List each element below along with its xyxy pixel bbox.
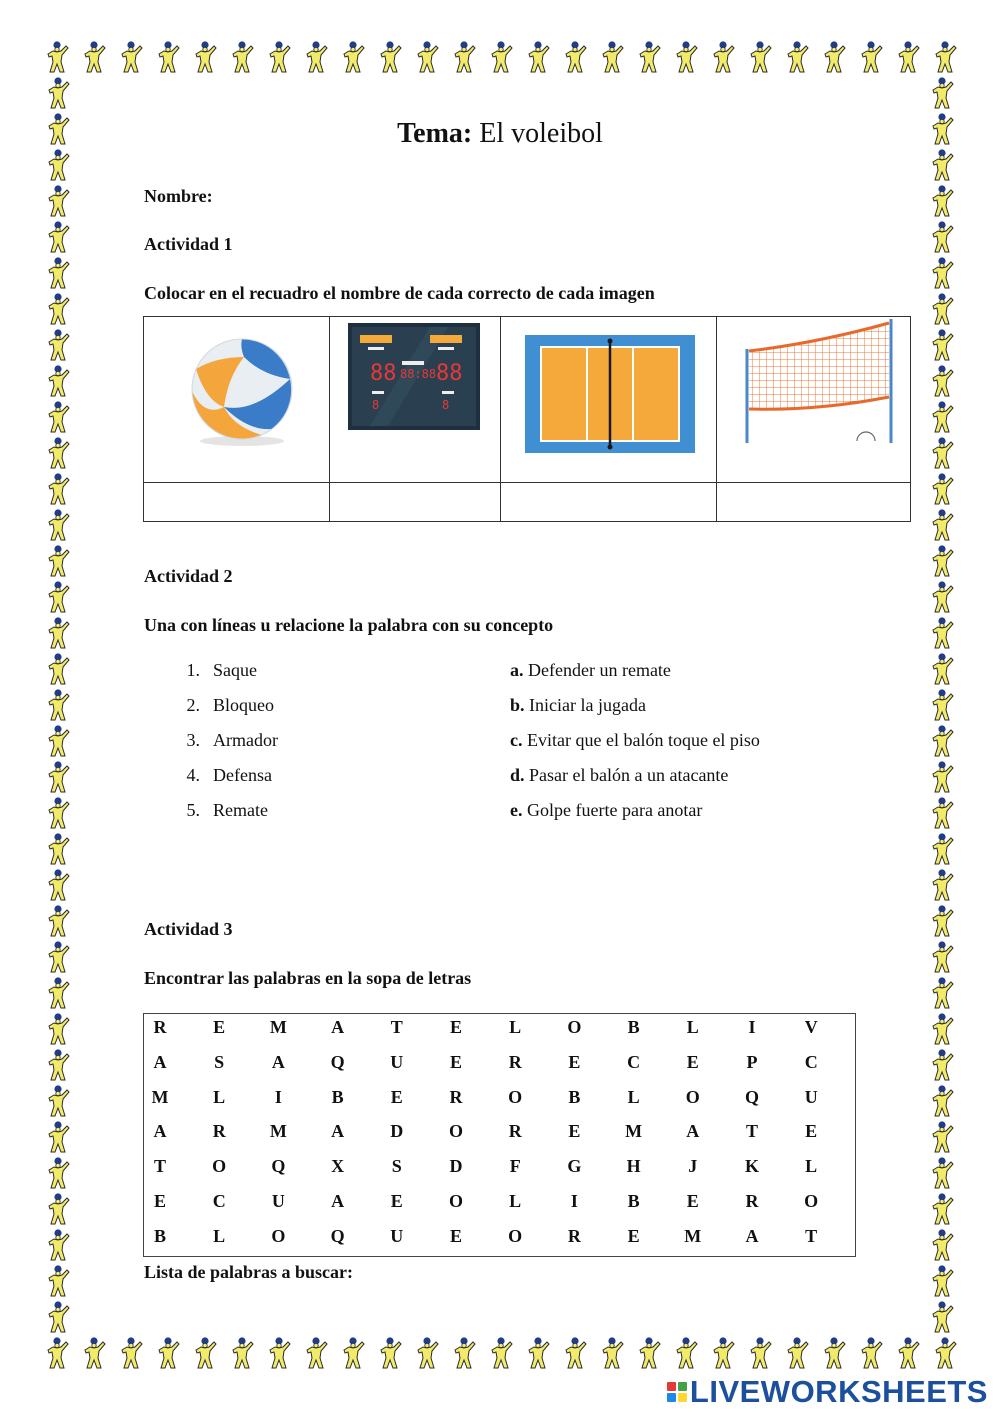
border-figure-icon xyxy=(44,1336,70,1370)
definition-letter: e. xyxy=(510,800,523,820)
border-figure-icon xyxy=(929,76,955,110)
border-figure-icon xyxy=(45,868,71,902)
border-figure-icon xyxy=(929,616,955,650)
grid-letter[interactable]: O xyxy=(271,1225,286,1246)
volleyball-court-image xyxy=(501,317,716,477)
border-figure-icon xyxy=(45,184,71,218)
answer-box-1[interactable] xyxy=(144,483,330,522)
border-figure-icon xyxy=(45,364,71,398)
border-figure-icon xyxy=(45,976,71,1010)
grid-letter[interactable]: U xyxy=(390,1225,404,1246)
item-word: Bloqueo xyxy=(213,695,274,715)
grid-letter[interactable]: B xyxy=(153,1225,166,1246)
border-figure-icon xyxy=(81,1336,107,1370)
grid-letter[interactable]: S xyxy=(214,1051,225,1072)
item-word: Saque xyxy=(213,660,257,680)
border-figure-icon xyxy=(155,1336,181,1370)
border-figure-icon xyxy=(929,724,955,758)
grid-letter[interactable]: B xyxy=(627,1191,640,1211)
border-figure-icon xyxy=(45,220,71,254)
border-figure-icon xyxy=(821,1336,847,1370)
border-figure-icon xyxy=(929,652,955,686)
grid-letter[interactable]: O xyxy=(212,1156,227,1177)
grid-letter[interactable]: L xyxy=(213,1225,226,1246)
grid-letter[interactable]: B xyxy=(627,1017,640,1037)
grid-letter[interactable]: U xyxy=(390,1051,404,1072)
border-figure-icon xyxy=(784,40,810,74)
grid-letter[interactable]: C xyxy=(804,1051,818,1072)
actividad1-instruction: Colocar en el recuadro el nombre de cada correcto de cada imagen xyxy=(144,283,655,303)
grid-letter[interactable]: B xyxy=(331,1086,344,1107)
grid-letter[interactable]: O xyxy=(448,1121,463,1142)
item-word: Defensa xyxy=(213,765,272,785)
border-figure-icon xyxy=(45,1300,71,1334)
border-figure-icon xyxy=(45,1192,71,1226)
grid-letter[interactable]: O xyxy=(804,1191,819,1211)
grid-letter[interactable]: T xyxy=(745,1121,758,1142)
border-figure-icon xyxy=(929,1120,955,1154)
border-figure-icon xyxy=(340,40,366,74)
border-figure-icon xyxy=(895,1336,921,1370)
border-figure-icon xyxy=(929,940,955,974)
grid-letter[interactable]: E xyxy=(627,1225,640,1246)
border-figure-icon xyxy=(81,40,107,74)
actividad2-instruction: Una con líneas u relacione la palabra con su concepto xyxy=(144,615,554,635)
border-figure-icon xyxy=(929,1300,955,1334)
border-figure-icon xyxy=(45,1012,71,1046)
grid-letter[interactable]: H xyxy=(626,1156,641,1177)
grid-letter[interactable]: R xyxy=(508,1051,522,1072)
grid-letter[interactable]: R xyxy=(745,1191,759,1211)
grid-letter[interactable]: A xyxy=(331,1017,345,1037)
border-figure-icon xyxy=(45,616,71,650)
border-figure-icon xyxy=(932,40,958,74)
border-figure-icon xyxy=(929,1264,955,1298)
image-answer-table xyxy=(143,316,911,522)
item-definition xyxy=(510,800,702,821)
border-figure-icon xyxy=(45,544,71,578)
grid-letter[interactable]: U xyxy=(804,1086,818,1107)
word-list-label: Lista de palabras a buscar: xyxy=(144,1262,354,1282)
svg-text:88:88: 88:88 xyxy=(400,367,437,381)
border-figure-icon xyxy=(45,580,71,614)
border-figure-icon xyxy=(45,1120,71,1154)
border-figure-icon xyxy=(747,1336,773,1370)
item-number: 2. xyxy=(186,695,200,715)
border-figure-icon xyxy=(451,1336,477,1370)
border-figure-icon xyxy=(929,976,955,1010)
definition-letter: c. xyxy=(510,730,523,750)
grid-letter[interactable]: T xyxy=(805,1225,818,1246)
border-figure-icon xyxy=(636,1336,662,1370)
border-figure-icon xyxy=(929,1192,955,1226)
actividad2-heading: Actividad 2 xyxy=(144,566,233,586)
border-figure-icon xyxy=(45,400,71,434)
border-figure-icon xyxy=(229,1336,255,1370)
page-title xyxy=(0,118,1000,150)
item-number: 4. xyxy=(186,765,200,785)
border-figure-icon xyxy=(45,724,71,758)
grid-letter[interactable]: A xyxy=(686,1121,700,1142)
border-figure-icon xyxy=(340,1336,366,1370)
border-figure-icon xyxy=(45,796,71,830)
border-figure-icon xyxy=(929,580,955,614)
border-figure-icon xyxy=(821,40,847,74)
definition-text: Pasar el balón a un atacante xyxy=(524,765,729,785)
grid-letter[interactable]: A xyxy=(153,1121,167,1142)
border-figure-icon xyxy=(45,1156,71,1190)
matching-list xyxy=(180,660,880,835)
border-figure-icon xyxy=(929,508,955,542)
border-figure-icon xyxy=(414,40,440,74)
border-figure-icon xyxy=(929,328,955,362)
border-figure-icon xyxy=(929,904,955,938)
grid-letter[interactable]: A xyxy=(745,1225,759,1246)
border-figure-icon xyxy=(929,1084,955,1118)
border-figure-icon xyxy=(929,148,955,182)
border-figure-icon xyxy=(562,1336,588,1370)
grid-letter[interactable]: T xyxy=(390,1017,403,1037)
item-word: Armador xyxy=(213,730,278,750)
grid-letter[interactable]: F xyxy=(509,1156,521,1177)
border-figure-icon xyxy=(266,40,292,74)
grid-letter[interactable]: J xyxy=(688,1156,698,1177)
border-figure-icon xyxy=(525,1336,551,1370)
grid-letter[interactable]: D xyxy=(390,1121,404,1142)
grid-letter[interactable]: T xyxy=(153,1156,166,1177)
definition-text: Defender un remate xyxy=(523,660,671,680)
grid-letter[interactable]: M xyxy=(625,1121,643,1142)
border-figure-icon xyxy=(44,40,70,74)
border-figure-icon xyxy=(377,1336,403,1370)
grid-letter[interactable]: E xyxy=(390,1191,403,1211)
grid-letter[interactable]: L xyxy=(509,1017,522,1037)
border-figure-icon xyxy=(45,1084,71,1118)
border-figure-icon xyxy=(229,40,255,74)
grid-letter[interactable]: R xyxy=(508,1121,522,1142)
border-figure-icon xyxy=(45,688,71,722)
grid-letter[interactable]: Q xyxy=(330,1225,345,1246)
definition-text: Evitar que el balón toque el piso xyxy=(522,730,760,750)
border-figure-icon xyxy=(858,1336,884,1370)
grid-letter[interactable]: K xyxy=(744,1156,759,1177)
item-number: 3. xyxy=(186,730,200,750)
border-figure-icon xyxy=(929,436,955,470)
page-border-right xyxy=(928,76,956,1336)
item-definition xyxy=(510,660,671,681)
grid-letter[interactable]: O xyxy=(567,1017,582,1037)
border-figure-icon xyxy=(45,652,71,686)
svg-text:88: 88 xyxy=(370,361,397,386)
list-item[interactable] xyxy=(180,800,880,835)
grid-letter[interactable]: A xyxy=(271,1051,285,1072)
grid-letter[interactable]: E xyxy=(153,1191,166,1211)
grid-letter[interactable]: C xyxy=(212,1191,226,1211)
grid-letter[interactable]: O xyxy=(448,1191,463,1211)
page-border-bottom xyxy=(44,1336,958,1372)
border-figure-icon xyxy=(45,508,71,542)
border-figure-icon xyxy=(929,1228,955,1262)
border-figure-icon xyxy=(45,904,71,938)
border-figure-icon xyxy=(929,1156,955,1190)
border-figure-icon xyxy=(45,76,71,110)
definition-letter: d. xyxy=(510,765,525,785)
grid-letter[interactable]: R xyxy=(567,1225,581,1246)
grid-letter[interactable]: S xyxy=(391,1156,402,1177)
grid-letter[interactable]: M xyxy=(151,1086,169,1107)
border-figure-icon xyxy=(45,1264,71,1298)
volleyball-ball-image xyxy=(144,317,329,477)
definition-letter: b. xyxy=(510,695,525,715)
border-figure-icon xyxy=(118,1336,144,1370)
border-figure-icon xyxy=(747,40,773,74)
item-number: 5. xyxy=(186,800,200,820)
border-figure-icon xyxy=(45,328,71,362)
scoreboard-image xyxy=(330,317,500,477)
grid-letter[interactable]: E xyxy=(568,1121,581,1142)
border-figure-icon xyxy=(45,832,71,866)
actividad3-instruction: Encontrar las palabras en la sopa de letras xyxy=(144,968,472,988)
border-figure-icon xyxy=(45,760,71,794)
border-figure-icon xyxy=(673,40,699,74)
border-figure-icon xyxy=(929,292,955,326)
border-figure-icon xyxy=(929,688,955,722)
grid-letter[interactable]: E xyxy=(805,1121,818,1142)
grid-letter[interactable]: M xyxy=(269,1017,287,1037)
svg-text:8: 8 xyxy=(372,398,380,412)
border-figure-icon xyxy=(192,40,218,74)
border-figure-icon xyxy=(929,184,955,218)
border-figure-icon xyxy=(414,1336,440,1370)
page-border-top xyxy=(44,40,958,76)
border-figure-icon xyxy=(303,1336,329,1370)
border-figure-icon xyxy=(929,364,955,398)
logo-icon xyxy=(667,1382,687,1402)
answer-box-2[interactable] xyxy=(330,483,501,522)
item-definition xyxy=(510,695,646,716)
grid-letter[interactable]: O xyxy=(508,1086,523,1107)
grid-letter[interactable]: B xyxy=(568,1086,581,1107)
border-figure-icon xyxy=(929,256,955,290)
grid-letter[interactable]: A xyxy=(153,1051,167,1072)
list-item[interactable] xyxy=(180,695,880,730)
grid-letter[interactable]: I xyxy=(570,1191,578,1211)
border-figure-icon xyxy=(599,1336,625,1370)
border-figure-icon xyxy=(929,400,955,434)
border-figure-icon xyxy=(303,40,329,74)
border-figure-icon xyxy=(710,40,736,74)
border-figure-icon xyxy=(118,40,144,74)
border-figure-icon xyxy=(192,1336,218,1370)
grid-letter[interactable]: L xyxy=(213,1086,226,1107)
border-figure-icon xyxy=(929,220,955,254)
logo-text: LIVEWORKSHEETS xyxy=(689,1374,988,1409)
border-figure-icon xyxy=(266,1336,292,1370)
border-figure-icon xyxy=(932,1336,958,1370)
item-word: Remate xyxy=(213,800,268,820)
title-rest: El voleibol xyxy=(472,118,603,149)
grid-letter[interactable]: C xyxy=(627,1051,641,1072)
grid-letter[interactable]: R xyxy=(212,1121,226,1142)
border-figure-icon xyxy=(895,40,921,74)
border-figure-icon xyxy=(599,40,625,74)
border-figure-icon xyxy=(562,40,588,74)
grid-letter[interactable]: L xyxy=(686,1017,699,1037)
border-figure-icon xyxy=(45,1228,71,1262)
grid-letter[interactable]: R xyxy=(153,1017,167,1037)
grid-letter[interactable]: U xyxy=(271,1191,285,1211)
svg-text:8: 8 xyxy=(442,398,450,412)
grid-letter[interactable]: E xyxy=(568,1051,581,1072)
liveworksheets-logo[interactable] xyxy=(667,1374,988,1410)
border-figure-icon xyxy=(710,1336,736,1370)
border-figure-icon xyxy=(929,1048,955,1082)
border-figure-icon xyxy=(929,760,955,794)
grid-letter[interactable]: E xyxy=(686,1051,699,1072)
svg-text:88: 88 xyxy=(436,361,463,386)
border-figure-icon xyxy=(155,40,181,74)
definition-letter: a. xyxy=(510,660,524,680)
border-figure-icon xyxy=(45,292,71,326)
image-cell-net xyxy=(717,317,911,483)
actividad1-heading: Actividad 1 xyxy=(144,234,233,254)
border-figure-icon xyxy=(929,868,955,902)
border-figure-icon xyxy=(488,1336,514,1370)
grid-letter[interactable]: P xyxy=(746,1051,758,1072)
grid-letter[interactable]: E xyxy=(686,1191,699,1211)
border-figure-icon xyxy=(929,1012,955,1046)
grid-letter[interactable]: R xyxy=(449,1086,463,1107)
grid-letter[interactable]: E xyxy=(390,1086,403,1107)
border-figure-icon xyxy=(45,1048,71,1082)
border-figure-icon xyxy=(45,940,71,974)
answer-box-3[interactable] xyxy=(501,483,717,522)
grid-letter[interactable]: M xyxy=(269,1121,287,1142)
item-number: 1. xyxy=(186,660,200,680)
grid-letter[interactable]: G xyxy=(567,1156,582,1177)
grid-letter[interactable]: I xyxy=(748,1017,756,1037)
border-figure-icon xyxy=(45,436,71,470)
answer-box-4[interactable] xyxy=(717,483,911,522)
border-figure-icon xyxy=(377,40,403,74)
list-item[interactable] xyxy=(180,660,880,695)
border-figure-icon xyxy=(673,1336,699,1370)
definition-text: Golpe fuerte para anotar xyxy=(522,800,703,820)
word-search-grid xyxy=(143,1013,856,1257)
border-figure-icon xyxy=(488,40,514,74)
actividad3-heading: Actividad 3 xyxy=(144,919,233,939)
volleyball-net-image xyxy=(717,317,910,477)
nombre-label: Nombre: xyxy=(144,186,213,206)
grid-letter[interactable]: Q xyxy=(330,1051,345,1072)
grid-letter[interactable]: O xyxy=(508,1225,523,1246)
border-figure-icon xyxy=(45,472,71,506)
border-figure-icon xyxy=(929,472,955,506)
border-figure-icon xyxy=(525,40,551,74)
border-figure-icon xyxy=(858,40,884,74)
grid-letter[interactable]: E xyxy=(213,1017,226,1037)
grid-letter[interactable]: M xyxy=(684,1225,702,1246)
grid-letter[interactable]: L xyxy=(509,1191,522,1211)
grid-letter[interactable]: O xyxy=(685,1086,700,1107)
grid-letter[interactable]: L xyxy=(627,1086,640,1107)
border-figure-icon xyxy=(929,796,955,830)
grid-letter[interactable]: E xyxy=(449,1225,462,1246)
title-bold: Tema: xyxy=(397,118,473,149)
grid-letter[interactable]: V xyxy=(804,1017,818,1037)
page-border-left xyxy=(44,76,72,1336)
grid-letter[interactable]: D xyxy=(449,1156,463,1177)
grid-letter[interactable]: E xyxy=(449,1017,462,1037)
grid-letter[interactable]: Q xyxy=(744,1086,759,1107)
border-figure-icon xyxy=(784,1336,810,1370)
border-figure-icon xyxy=(636,40,662,74)
border-figure-icon xyxy=(929,832,955,866)
definition-text: Iniciar la jugada xyxy=(524,695,646,715)
grid-letter[interactable]: L xyxy=(805,1156,818,1177)
grid-letter[interactable]: I xyxy=(274,1086,282,1107)
image-cell-court xyxy=(501,317,717,483)
grid-letter[interactable]: A xyxy=(331,1191,345,1211)
image-cell-scoreboard xyxy=(330,317,501,483)
grid-letter[interactable]: E xyxy=(449,1051,462,1072)
item-definition xyxy=(510,765,728,786)
border-figure-icon xyxy=(929,544,955,578)
item-definition xyxy=(510,730,760,751)
grid-letter[interactable]: A xyxy=(331,1121,345,1142)
list-item[interactable] xyxy=(180,765,880,800)
image-cell-ball xyxy=(144,317,330,483)
list-item[interactable] xyxy=(180,730,880,765)
grid-letter[interactable]: Q xyxy=(271,1156,286,1177)
border-figure-icon xyxy=(451,40,477,74)
border-figure-icon xyxy=(45,148,71,182)
grid-letter[interactable]: X xyxy=(331,1156,345,1177)
border-figure-icon xyxy=(45,256,71,290)
